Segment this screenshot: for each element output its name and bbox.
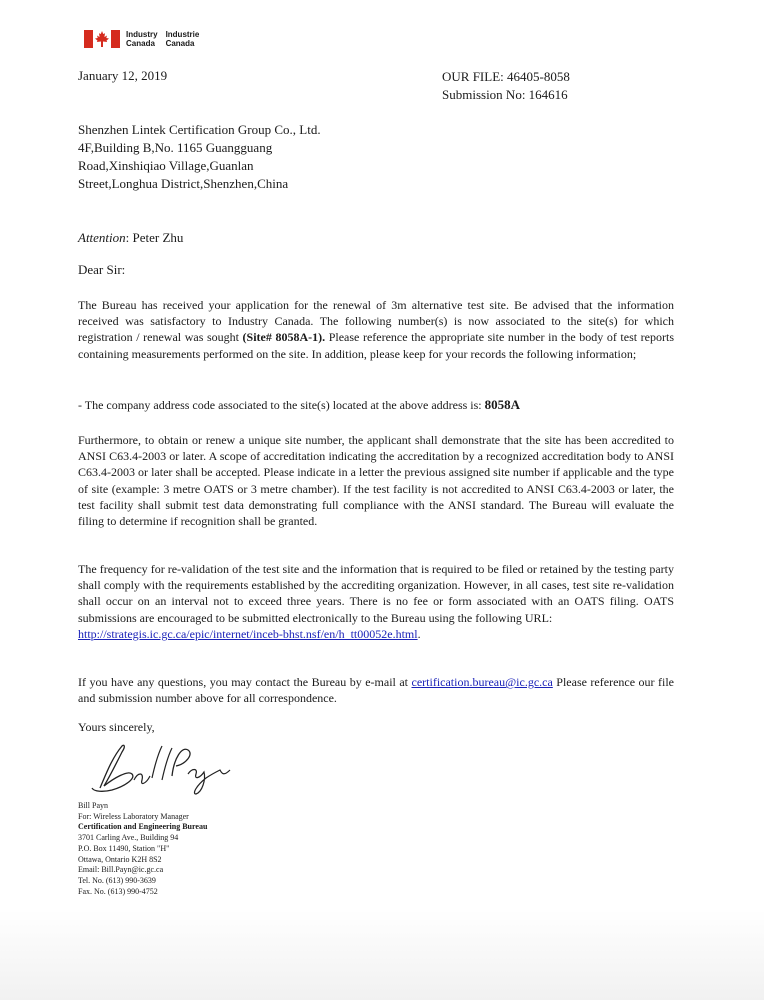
signer-address-line: P.O. Box 11490, Station "H" <box>78 843 170 853</box>
address-code: 8058A <box>484 397 521 412</box>
paragraph-text: Please reference the appropriate site number in the body of test reports containing measurements performed on the site. In addition, please keep for your records the following information; <box>78 330 675 361</box>
salutation: Dear Sir: <box>78 262 126 277</box>
paragraph-text: The frequency for re-validation of the test site and the information that is required to be filed or retained by the testing party shall comply with the requirements established by the accrediting organization. However, in all cases, test site re-validation shall occur on an interval not to exceed three years. There is no fee or form associated with an OATS filing. OATS submissions are encouraged to be submitted electronically to the Bureau using the following URL: <box>78 562 674 625</box>
our-file-number: OUR FILE: 46405-8058 <box>442 69 570 84</box>
submission-url-link[interactable]: http://strategis.ic.gc.ca/epic/internet/inceb-bhst.nsf/en/h_tt00052e.html <box>78 626 418 641</box>
letter-date: January 12, 2019 <box>78 68 168 83</box>
signer-address-line: 3701 Carling Ave., Building 94 <box>78 833 179 843</box>
attention-label: Attention <box>78 230 126 245</box>
signer-address-line: Ottawa, Ontario K2H 8S2 <box>78 854 162 864</box>
handwritten-signature <box>88 740 238 801</box>
paragraph-contact <box>78 674 674 706</box>
paragraph-text: - The company address code associated to the site(s) located at the above address is: <box>78 398 485 412</box>
recipient-address <box>78 121 321 193</box>
signer-email: Email: Bill.Payn@ic.gc.ca <box>78 865 164 875</box>
submission-number: Submission No: 164616 <box>442 87 568 102</box>
signer-tel: Tel. No. (613) 990-3639 <box>78 875 156 885</box>
signer-name: Bill Payn <box>78 801 109 810</box>
file-reference <box>442 68 570 104</box>
recipient-address-line: 4F,Building B,No. 1165 Guangguang <box>78 140 273 155</box>
logo-text-canada-fr: Canada <box>165 39 195 48</box>
site-number: (Site# 8058A-1). <box>242 330 326 345</box>
paragraph-text: The Bureau has received your application for the renewal of 3m alternative test site. Be advised that the information received was satisfactory to Industry Canada. The following number(s) is now associated to the site(s) for which registration / renewal was sought <box>78 298 674 345</box>
recipient-address-line: Road,Xinshiqiao Village,Guanlan <box>78 158 254 173</box>
paragraph-site-number <box>78 297 674 362</box>
maple-leaf-icon <box>95 31 109 47</box>
signer-title: For: Wireless Laboratory Manager <box>78 811 189 821</box>
paragraph-revalidation <box>78 561 674 642</box>
logo-wordmark <box>126 30 207 48</box>
attention-line <box>78 230 183 246</box>
canada-flag-icon <box>84 30 120 48</box>
signer-fax: Fax. No. (613) 990-4752 <box>78 886 158 896</box>
bureau-email-link[interactable]: certification.bureau@ic.gc.ca <box>411 675 553 689</box>
page-bottom-shade <box>0 910 764 1000</box>
recipient-address-line: Street,Longhua District,Shenzhen,China <box>78 176 289 191</box>
paragraph-text: Please reference our file and submission number above for all correspondence. <box>78 675 675 706</box>
paragraph-text: . <box>417 626 421 641</box>
logo-text-industrie: Industrie <box>165 30 200 39</box>
recipient-company: Shenzhen Lintek Certification Group Co., Ltd. <box>78 122 321 137</box>
signature-block <box>78 801 207 897</box>
paragraph-accreditation: Furthermore, to obtain or renew a unique site number, the applicant shall demonstrate that the site has been accredited to ANSI C63.4-2003 or later. A scope of accreditation indicating the accreditation by a recognized accreditation body to ANSI C63.4-2003 or later shall be accepted. Please indicate in a letter the previous assigned site number if applicable and the type of site (example: 3 metre OATS or 3 metre chamber). If the test facility is not accredited to ANSI C63.4-2003 or later, the test facility shall submit test data demonstrating full compliance with the ANSI standard. The Bureau will evaluate the filing to determine if recognition shall be granted. <box>78 433 674 529</box>
logo-text-industry: Industry <box>126 30 158 39</box>
industry-canada-logo <box>84 30 207 48</box>
signer-bureau: Certification and Engineering Bureau <box>78 822 208 832</box>
paragraph-address-code <box>78 397 674 413</box>
logo-text-canada: Canada <box>126 39 155 48</box>
attention-name: : Peter Zhu <box>125 230 184 245</box>
closing: Yours sincerely, <box>78 720 155 734</box>
paragraph-text: If you have any questions, you may contact the Bureau by e-mail at <box>78 675 412 689</box>
